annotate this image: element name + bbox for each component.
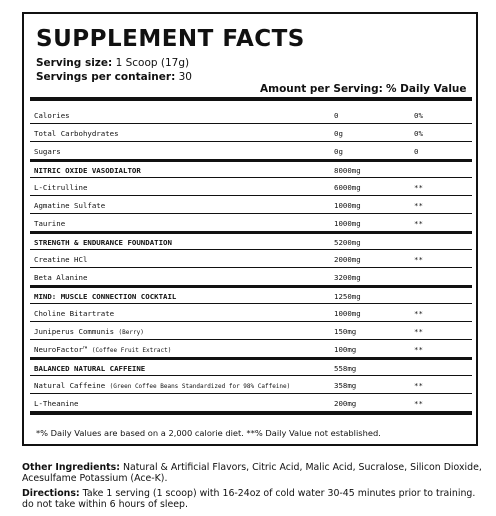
- nutrient-daily-value: 0%: [414, 129, 423, 138]
- divider: [30, 231, 472, 234]
- serving-size-value: 1 Scoop (17g): [115, 57, 190, 69]
- divider: [30, 375, 472, 376]
- directions: [22, 488, 482, 510]
- nutrient-name-text: NeuroFactor™: [34, 345, 88, 354]
- nutrient-name-text: NITRIC OXIDE VASODIALTOR: [34, 166, 141, 175]
- nutrient-name-text: STRENGTH & ENDURANCE FOUNDATION: [34, 238, 172, 247]
- nutrient-daily-value: **: [414, 381, 423, 390]
- nutrient-amount: 8000mg: [334, 166, 361, 175]
- supplement-facts-panel: [22, 12, 478, 446]
- divider: [30, 321, 472, 322]
- divider: [30, 141, 472, 142]
- nutrient-name-text: BALANCED NATURAL CAFFEINE: [34, 364, 146, 373]
- nutrient-amount: 1000mg: [334, 201, 361, 210]
- nutrient-name-text: Agmatine Sulfate: [34, 201, 106, 210]
- nutrient-amount: 5200mg: [334, 238, 361, 247]
- nutrient-daily-value: 0: [414, 147, 419, 156]
- nutrient-name-text: Natural Caffeine: [34, 381, 106, 390]
- divider: [30, 97, 472, 101]
- divider: [30, 393, 472, 394]
- other-ingredients-label: Other Ingredients:: [22, 462, 120, 473]
- nutrient-amount: 2000mg: [334, 255, 361, 264]
- panel-title: SUPPLEMENT FACTS: [36, 26, 305, 52]
- divider: [30, 159, 472, 162]
- nutrient-name-text: Beta Alanine: [34, 273, 88, 282]
- nutrient-daily-value: **: [414, 327, 423, 336]
- other-ingredients-text: Natural & Artificial Flavors, Citric Acid, Malic Acid, Sucralose, Silicon Dioxide, Acesulfame Potassium (Ace-K).: [22, 462, 482, 484]
- nutrient-name-text: MIND: MUSCLE CONNECTION COCKTAIL: [34, 292, 177, 301]
- servings-line: [36, 71, 192, 83]
- directions-text: Take 1 serving (1 scoop) with 16-24oz of cold water 30-45 minutes prior to training. do not take within 6 hours of sleep.: [22, 488, 476, 510]
- divider: [30, 339, 472, 340]
- nutrient-daily-value: **: [414, 219, 423, 228]
- daily-value-header: % Daily Value: [386, 83, 467, 95]
- nutrient-name-text: L-Citrulline: [34, 183, 88, 192]
- servings-label: Servings per container:: [36, 71, 176, 83]
- nutrient-amount: 1000mg: [334, 309, 361, 318]
- nutrient-name-text: L-Theanine: [34, 399, 79, 408]
- nutrient-amount: 558mg: [334, 364, 357, 373]
- nutrient-daily-value: **: [414, 255, 423, 264]
- footnote: *% Daily Values are based on a 2,000 calorie diet. **% Daily Value not established.: [36, 428, 381, 438]
- nutrient-daily-value: **: [414, 183, 423, 192]
- serving-size-label: Serving size:: [36, 57, 113, 69]
- serving-size-line: [36, 57, 189, 69]
- nutrient-note: (Coffee Fruit Extract): [91, 347, 172, 354]
- nutrient-amount: 0: [334, 111, 339, 120]
- nutrient-amount: 6000mg: [334, 183, 361, 192]
- nutrient-name-text: Calories: [34, 111, 70, 120]
- nutrient-name-text: Juniperus Communis: [34, 327, 115, 336]
- nutrient-note: (Green Coffee Beans Standardized for 98% Caffeine): [109, 383, 291, 390]
- nutrient-amount: 0g: [334, 129, 343, 138]
- nutrient-name-text: Taurine: [34, 219, 66, 228]
- nutrient-name-text: Sugars: [34, 147, 61, 156]
- nutrient-name-text: Choline Bitartrate: [34, 309, 115, 318]
- divider: [30, 267, 472, 268]
- divider: [30, 303, 472, 304]
- nutrient-daily-value: 0%: [414, 111, 423, 120]
- divider: [30, 177, 472, 178]
- nutrient-name-text: Creatine HCl: [34, 255, 88, 264]
- nutrient-amount: 0g: [334, 147, 343, 156]
- nutrient-daily-value: **: [414, 345, 423, 354]
- nutrient-amount: 1000mg: [334, 219, 361, 228]
- divider: [30, 213, 472, 214]
- directions-label: Directions:: [22, 488, 80, 499]
- divider: [30, 411, 472, 415]
- divider: [30, 285, 472, 288]
- nutrient-amount: 100mg: [334, 345, 357, 354]
- nutrient-amount: 150mg: [334, 327, 357, 336]
- nutrient-daily-value: **: [414, 309, 423, 318]
- servings-value: 30: [178, 71, 192, 83]
- nutrient-name-text: Total Carbohydrates: [34, 129, 119, 138]
- other-ingredients: [22, 462, 482, 484]
- nutrient-note: (Berry): [118, 329, 144, 336]
- nutrient-amount: 358mg: [334, 381, 357, 390]
- divider: [30, 357, 472, 360]
- nutrient-daily-value: **: [414, 399, 423, 408]
- divider: [30, 195, 472, 196]
- nutrient-amount: 200mg: [334, 399, 357, 408]
- divider: [30, 249, 472, 250]
- divider: [30, 123, 472, 124]
- nutrient-amount: 3200mg: [334, 273, 361, 282]
- amount-per-serving-header: Amount per Serving:: [260, 83, 383, 95]
- nutrient-amount: 1250mg: [334, 292, 361, 301]
- nutrient-daily-value: **: [414, 201, 423, 210]
